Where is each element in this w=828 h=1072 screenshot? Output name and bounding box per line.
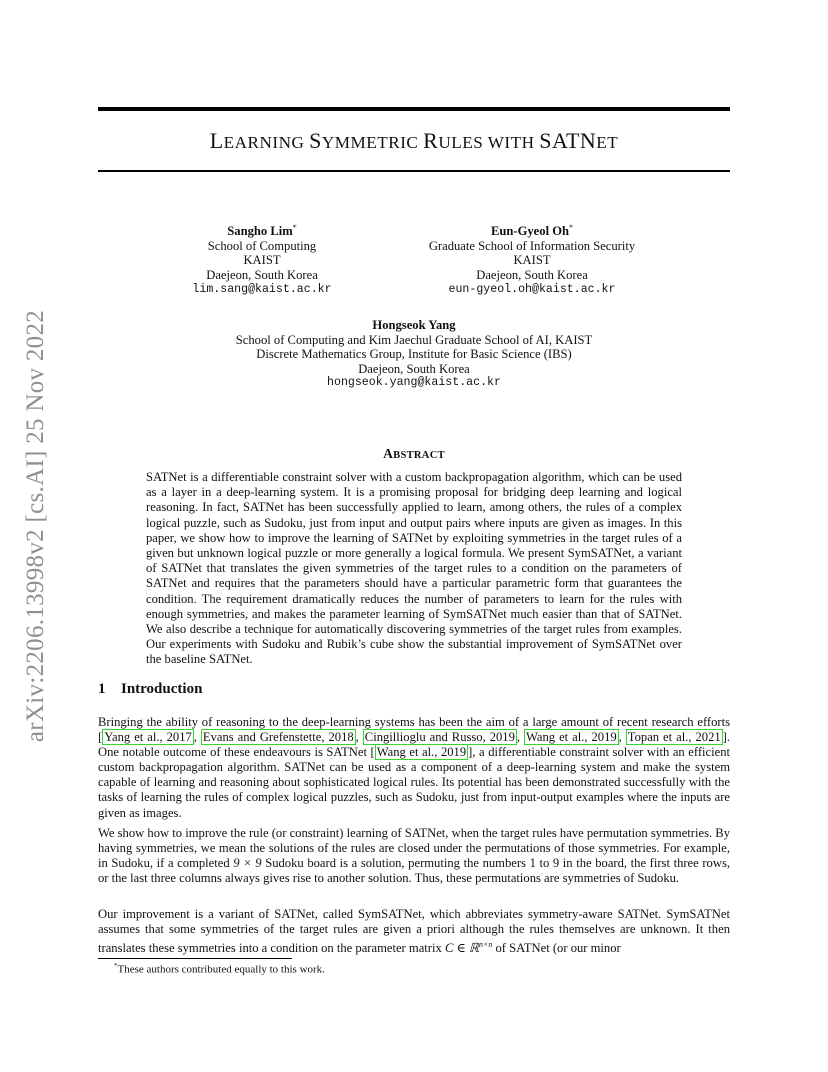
citation-link[interactable]: Wang et al., 2019	[526, 730, 617, 745]
arxiv-identifier: arXiv:2206.13998v2 [cs.AI] 25 Nov 2022	[22, 309, 49, 743]
footnote: *These authors contributed equally to this work.	[114, 962, 325, 976]
title-rule-top	[98, 107, 730, 111]
author-affiliation: Discrete Mathematics Group, Institute for Basic Science (IBS)	[256, 347, 572, 362]
title-rule-bottom	[98, 170, 730, 172]
abstract-heading: ABSTRACT	[383, 446, 445, 461]
citation-link[interactable]: Evans and Grefenstette, 2018	[202, 730, 354, 745]
author-block-1: Sangho Lim* School of Computing KAIST Daejeon, South Korea lim.sang@kaist.ac.kr	[192, 223, 332, 296]
author-location: Daejeon, South Korea	[358, 361, 470, 376]
author-email: hongseok.yang@kaist.ac.kr	[327, 376, 501, 390]
author-name: Sangho Lim	[227, 224, 293, 239]
author-affiliation: Graduate School of Information Security	[428, 238, 636, 253]
author-location: Daejeon, South Korea	[476, 267, 588, 282]
abstract-text: SATNet is a differentiable constraint solver with a custom backpropagation algorithm, which can be used as a layer in a deep-learning system. It is a promising proposal for bridging deep learning and logical reasoning. In fact, SATNet has been successfully applied to learn, among others, the rules of a complex logical puzzle, such as Sudoku, just from input and output pairs where inputs are given as images. In this paper, we show how to improve the learning of SATNet by exploiting symmetries in the target rules of a given but unknown logical puzzle or more generally a logical formula. We present SymSATNet, a variant of SATNet that translates the given symmetries of the target rules to a condition on the parameters of SATNet and requires that the parameters should have a particular parametric form that guarantees the condition. The requirement dramatically reduces the number of parameters to learn for the rules with enough symmetries, and makes the parameter learning of SymSATNet much easier than that of SATNet. We also describe a technique for automatically discovering symmetries of the target rules from examples. Our experiments with Sudoku and Rubik’s cube show the substantial improvement of SymSATNet over the baseline SATNet.	[146, 470, 682, 667]
author-name: Hongseok Yang	[372, 318, 456, 332]
citation-link[interactable]: Cingillioglu and Russo, 2019	[364, 730, 515, 745]
author-location: Daejeon, South Korea	[206, 267, 318, 282]
citation-link[interactable]: Yang et al., 2017	[104, 730, 192, 745]
citation-link[interactable]: Topan et al., 2021	[627, 730, 721, 745]
author-block-3	[236, 318, 592, 391]
intro-paragraph-1: Bringing the ability of reasoning to the deep-learning systems has been the aim of a large amount of recent research efforts [ Yang et al., 2017 , Evans and Grefenstette, 2018 , Cingillioglu and Russo, 2019 , Wang et al., 2019 , Topan et al., 2021 ]. One notable outcome of these endeavours is SATNet [ Wang et al., 2019 ], a differentiable constraint solver with an efficient custom backpropagation algorithm. SATNet can be used as a component of a deep-learning system and make the system capable of learning and reasoning about sophisticated logical rules. Its potential has been demonstrated successfully with the tasks of learning the rules of complex logical puzzles, such as Sudoku, just from input-output examples where the inputs are given as images.	[98, 715, 731, 820]
author-name: Eun-Gyeol Oh	[490, 224, 570, 239]
citation-link[interactable]: Wang et al., 2019	[376, 745, 467, 760]
author-block-2: Eun-Gyeol Oh* Graduate School of Information Security KAIST Daejeon, South Korea eun-gyeol.oh@kaist.ac.kr	[428, 223, 636, 296]
author-affiliation: KAIST	[243, 253, 281, 268]
intro-paragraph-3: Our improvement is a variant of SATNet, called SymSATNet, which abbreviates symmetry-aware SATNet. SymSATNet assumes that some symmetries of the target rules are given a priori although the rules themselves are unknown. It then translates these symmetries into a condition on the parameter matrix C ∈ ℝ$^{n\times n}$ of SATNet (or our minor	[98, 907, 730, 956]
section-heading-introduction: 1 Introduction	[98, 681, 203, 697]
paper-title: LEARNING SYMMETRIC RULES WITH SATNET	[209, 128, 619, 153]
intro-paragraph-2: We show how to improve the rule (or constraint) learning of SATNet, when the target rules have permutation symmetries. By having symmetries, we mean the solutions of the rules are closed under the permutations of those symmetries. For example, in Sudoku, if a completed 9 × 9 Sudoku board is a solution, permuting the numbers 1 to 9 in the board, the first three rows, or the last three columns always gives rise to another solution. Thus, these permutations are symmetries of Sudoku.	[98, 826, 730, 886]
author-affiliation: School of Computing	[207, 238, 317, 253]
author-affiliation: KAIST	[513, 253, 551, 268]
author-email: lim.sang@kaist.ac.kr	[192, 282, 332, 296]
footnote-rule	[98, 958, 292, 959]
author-email: eun-gyeol.oh@kaist.ac.kr	[448, 282, 616, 296]
author-affiliation: School of Computing and Kim Jaechul Graduate School of AI, KAIST	[235, 332, 593, 347]
